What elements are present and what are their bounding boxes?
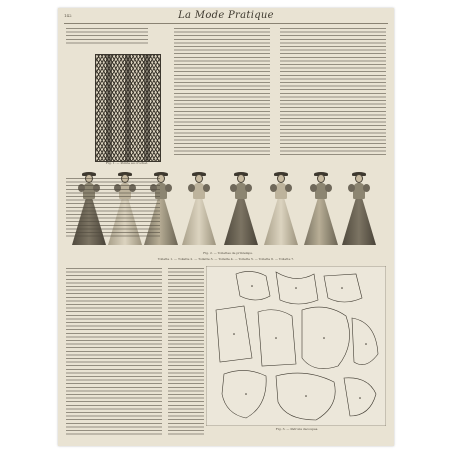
text-column-bottom-left [66, 268, 162, 436]
plate-subcaption: Toilette 1. — Toilette 2. — Toilette 3. — Toilette 4. — Toilette 5. — Toilette 6. — Toilette 7. [157, 258, 295, 261]
pattern-stripe [125, 55, 131, 161]
header-rule [64, 23, 388, 24]
text-column-middle [174, 28, 270, 156]
plate-caption: Fig. 2. — Toilettes de printemps. [203, 252, 253, 255]
text-column-right [280, 28, 386, 156]
dress-figure [264, 172, 298, 245]
magazine-page [58, 8, 394, 446]
page-number: 142 [64, 13, 72, 18]
pattern-pieces-svg [206, 266, 386, 426]
knit-figure-caption: Fig. 1. — Pointe au crochet. [105, 162, 149, 165]
dress-figure [304, 172, 338, 245]
dress-figure [182, 172, 216, 245]
pattern-stripe [106, 55, 112, 161]
dress-figure [342, 172, 376, 245]
diagram-caption: Fig. 3. — Patrons découpés. [275, 428, 319, 431]
dress-figure [224, 172, 258, 245]
text-block-top-left [66, 28, 148, 46]
text-column-bottom-middle [168, 268, 204, 436]
sewing-pattern-diagram [206, 266, 386, 426]
masthead-title: La Mode Pratique [178, 10, 274, 21]
crochet-pattern-figure [95, 54, 161, 162]
pattern-stripe [144, 55, 150, 161]
text-column-left [66, 178, 160, 238]
